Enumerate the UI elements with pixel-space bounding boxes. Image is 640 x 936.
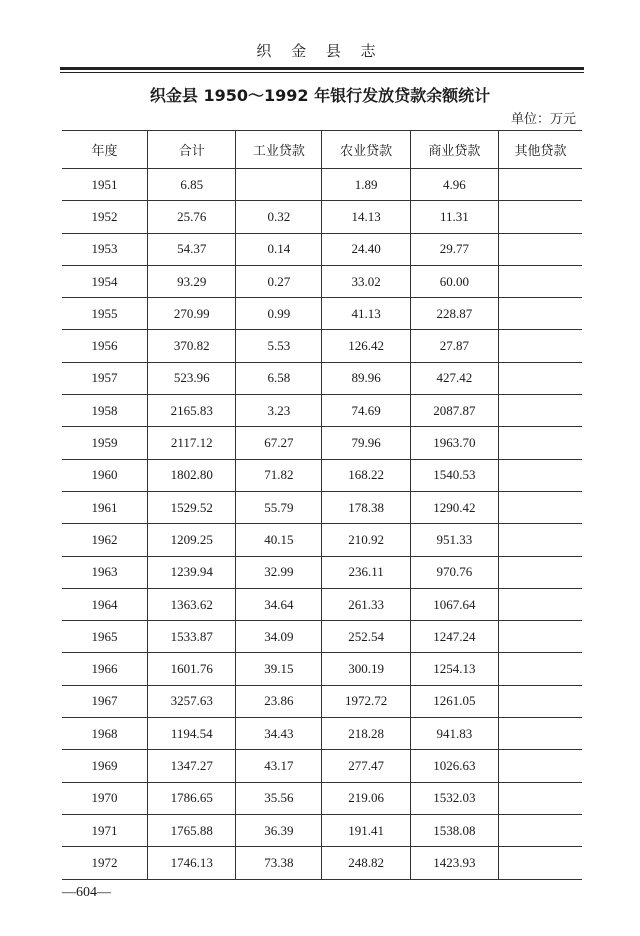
loan-balance-table: [62, 130, 582, 880]
table-row: [62, 233, 582, 265]
cell-industrial: 3.23: [236, 395, 322, 427]
running-head: 织 金 县 志: [256, 44, 384, 60]
cell-commercial: 941.83: [410, 718, 498, 750]
cell-total: 93.29: [148, 265, 236, 297]
cell-commercial: 951.33: [410, 524, 498, 556]
cell-other: [499, 782, 582, 814]
cell-total: 523.96: [148, 362, 236, 394]
cell-other: [499, 233, 582, 265]
cell-year: 1969: [62, 750, 148, 782]
column-header-agricultural: 农业贷款: [322, 131, 410, 169]
cell-year: 1956: [62, 330, 148, 362]
cell-other: [499, 653, 582, 685]
cell-total: 1194.54: [148, 718, 236, 750]
table-row: [62, 588, 582, 620]
cell-total: 1209.25: [148, 524, 236, 556]
cell-other: [499, 427, 582, 459]
cell-agricultural: 74.69: [322, 395, 410, 427]
cell-total: 1533.87: [148, 621, 236, 653]
cell-agricultural: 248.82: [322, 847, 410, 879]
cell-other: [499, 265, 582, 297]
cell-agricultural: 89.96: [322, 362, 410, 394]
cell-total: 1786.65: [148, 782, 236, 814]
cell-commercial: 1254.13: [410, 653, 498, 685]
table-row: [62, 169, 582, 201]
cell-commercial: 228.87: [410, 298, 498, 330]
cell-industrial: 43.17: [236, 750, 322, 782]
cell-total: 1802.80: [148, 459, 236, 491]
cell-industrial: 32.99: [236, 556, 322, 588]
column-header-commercial: 商业贷款: [410, 131, 498, 169]
cell-year: 1964: [62, 588, 148, 620]
cell-year: 1959: [62, 427, 148, 459]
cell-commercial: 427.42: [410, 362, 498, 394]
cell-commercial: 1290.42: [410, 491, 498, 523]
cell-agricultural: 126.42: [322, 330, 410, 362]
table-row: [62, 459, 582, 491]
cell-agricultural: 300.19: [322, 653, 410, 685]
cell-industrial: 73.38: [236, 847, 322, 879]
table-row: [62, 330, 582, 362]
cell-total: 25.76: [148, 201, 236, 233]
cell-industrial: 0.14: [236, 233, 322, 265]
cell-year: 1960: [62, 459, 148, 491]
cell-agricultural: 24.40: [322, 233, 410, 265]
table-header-row: [62, 131, 582, 169]
cell-year: 1952: [62, 201, 148, 233]
table-row: [62, 362, 582, 394]
cell-year: 1962: [62, 524, 148, 556]
cell-industrial: 0.32: [236, 201, 322, 233]
cell-year: 1970: [62, 782, 148, 814]
cell-total: 3257.63: [148, 685, 236, 717]
table-row: [62, 653, 582, 685]
cell-year: 1963: [62, 556, 148, 588]
cell-commercial: 1067.64: [410, 588, 498, 620]
cell-other: [499, 750, 582, 782]
cell-industrial: 40.15: [236, 524, 322, 556]
cell-commercial: 60.00: [410, 265, 498, 297]
table-row: [62, 814, 582, 846]
cell-agricultural: 41.13: [322, 298, 410, 330]
cell-commercial: 29.77: [410, 233, 498, 265]
cell-industrial: 35.56: [236, 782, 322, 814]
cell-other: [499, 395, 582, 427]
header-rule-thick: [60, 67, 584, 70]
cell-commercial: 2087.87: [410, 395, 498, 427]
cell-commercial: 1261.05: [410, 685, 498, 717]
cell-year: 1954: [62, 265, 148, 297]
unit-note: 单位：万元: [510, 111, 576, 126]
table-row: [62, 298, 582, 330]
cell-industrial: 34.43: [236, 718, 322, 750]
cell-commercial: 970.76: [410, 556, 498, 588]
bottom-rule: [62, 879, 582, 880]
page-number: —604—: [62, 885, 111, 900]
cell-agricultural: 277.47: [322, 750, 410, 782]
cell-industrial: 36.39: [236, 814, 322, 846]
cell-other: [499, 814, 582, 846]
cell-industrial: 71.82: [236, 459, 322, 491]
table-row: [62, 491, 582, 523]
table-row: [62, 395, 582, 427]
cell-other: [499, 588, 582, 620]
cell-industrial: 6.58: [236, 362, 322, 394]
cell-industrial: 23.86: [236, 685, 322, 717]
cell-total: 370.82: [148, 330, 236, 362]
cell-commercial: 1532.03: [410, 782, 498, 814]
cell-agricultural: 1972.72: [322, 685, 410, 717]
column-header-industrial: 工业贷款: [236, 131, 322, 169]
cell-industrial: 5.53: [236, 330, 322, 362]
cell-agricultural: 252.54: [322, 621, 410, 653]
cell-agricultural: 14.13: [322, 201, 410, 233]
cell-year: 1966: [62, 653, 148, 685]
cell-other: [499, 459, 582, 491]
cell-other: [499, 330, 582, 362]
table-row: [62, 718, 582, 750]
cell-total: 1239.94: [148, 556, 236, 588]
cell-total: 1363.62: [148, 588, 236, 620]
cell-year: 1971: [62, 814, 148, 846]
cell-industrial: 34.64: [236, 588, 322, 620]
cell-agricultural: 261.33: [322, 588, 410, 620]
cell-commercial: 11.31: [410, 201, 498, 233]
cell-agricultural: 218.28: [322, 718, 410, 750]
cell-commercial: 27.87: [410, 330, 498, 362]
cell-commercial: 1963.70: [410, 427, 498, 459]
cell-industrial: 34.09: [236, 621, 322, 653]
cell-total: 2165.83: [148, 395, 236, 427]
table-row: [62, 847, 582, 879]
cell-year: 1961: [62, 491, 148, 523]
column-header-other: 其他贷款: [499, 131, 582, 169]
cell-year: 1972: [62, 847, 148, 879]
table-row: [62, 685, 582, 717]
table-row: [62, 201, 582, 233]
table-row: [62, 556, 582, 588]
cell-total: 2117.12: [148, 427, 236, 459]
cell-industrial: 67.27: [236, 427, 322, 459]
cell-other: [499, 362, 582, 394]
cell-other: [499, 491, 582, 523]
cell-total: 1746.13: [148, 847, 236, 879]
cell-total: 6.85: [148, 169, 236, 201]
table-row: [62, 621, 582, 653]
cell-commercial: 4.96: [410, 169, 498, 201]
cell-industrial: 39.15: [236, 653, 322, 685]
cell-other: [499, 201, 582, 233]
cell-agricultural: 219.06: [322, 782, 410, 814]
cell-year: 1958: [62, 395, 148, 427]
table-body: [62, 169, 582, 880]
header-rule-thin: [60, 72, 584, 73]
table-title: 织金县 1950～1992 年银行发放贷款余额统计: [149, 86, 491, 105]
cell-industrial: [236, 169, 322, 201]
cell-industrial: 55.79: [236, 491, 322, 523]
cell-year: 1951: [62, 169, 148, 201]
table-row: [62, 782, 582, 814]
cell-other: [499, 169, 582, 201]
cell-agricultural: 191.41: [322, 814, 410, 846]
cell-industrial: 0.99: [236, 298, 322, 330]
cell-year: 1965: [62, 621, 148, 653]
cell-year: 1953: [62, 233, 148, 265]
table-row: [62, 524, 582, 556]
cell-agricultural: 178.38: [322, 491, 410, 523]
cell-agricultural: 236.11: [322, 556, 410, 588]
cell-agricultural: 1.89: [322, 169, 410, 201]
cell-commercial: 1423.93: [410, 847, 498, 879]
cell-year: 1955: [62, 298, 148, 330]
cell-other: [499, 847, 582, 879]
cell-commercial: 1026.63: [410, 750, 498, 782]
cell-total: 1765.88: [148, 814, 236, 846]
cell-total: 1601.76: [148, 653, 236, 685]
cell-commercial: 1247.24: [410, 621, 498, 653]
cell-commercial: 1540.53: [410, 459, 498, 491]
table-row: [62, 265, 582, 297]
cell-other: [499, 718, 582, 750]
cell-other: [499, 556, 582, 588]
cell-other: [499, 524, 582, 556]
column-header-total: 合计: [148, 131, 236, 169]
cell-total: 1529.52: [148, 491, 236, 523]
cell-agricultural: 210.92: [322, 524, 410, 556]
cell-agricultural: 33.02: [322, 265, 410, 297]
cell-total: 54.37: [148, 233, 236, 265]
cell-commercial: 1538.08: [410, 814, 498, 846]
cell-other: [499, 298, 582, 330]
cell-other: [499, 621, 582, 653]
cell-other: [499, 685, 582, 717]
cell-year: 1968: [62, 718, 148, 750]
column-header-year: 年度: [62, 131, 148, 169]
cell-agricultural: 168.22: [322, 459, 410, 491]
cell-year: 1967: [62, 685, 148, 717]
cell-total: 1347.27: [148, 750, 236, 782]
cell-total: 270.99: [148, 298, 236, 330]
table-row: [62, 427, 582, 459]
cell-year: 1957: [62, 362, 148, 394]
table-row: [62, 750, 582, 782]
cell-industrial: 0.27: [236, 265, 322, 297]
cell-agricultural: 79.96: [322, 427, 410, 459]
